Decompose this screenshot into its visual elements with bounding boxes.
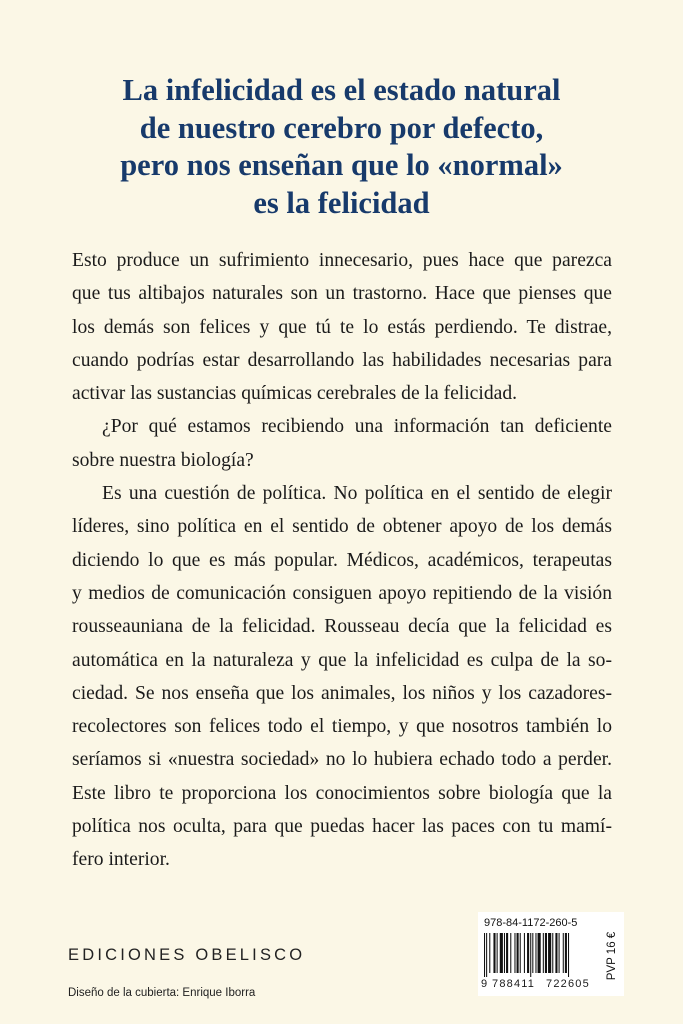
blurb-line: seríamos si «nuestra sociedad» no lo hubiera echado todo a perder. [72, 749, 612, 771]
barcode-label [478, 912, 624, 996]
blurb-line: Este libro te proporciona los conocimientos sobre biología que la [72, 782, 612, 804]
headline-line: pero nos enseñan que lo «normal» [120, 148, 563, 182]
blurb-line: ciedad. Se nos enseña que los animales, los niños y los cazadores- [72, 682, 612, 704]
blurb-line: política nos oculta, para que puedas hacer las paces con tu mamí- [72, 816, 612, 838]
barcode-digits-left: 788411 [492, 978, 536, 990]
headline-line: La infelicidad es el estado natural [122, 73, 561, 107]
blurb-line: sobre nuestra biología? [72, 449, 254, 471]
blurb-line: líderes, sino política en el sentido de obtener apoyo de los demás [72, 516, 612, 538]
blurb-line: y medios de comunicación consiguen apoyo repitiendo de la visión [72, 582, 612, 604]
barcode-icon [482, 933, 602, 977]
price-label: PVP 16 € [606, 931, 618, 981]
barcode-digit-first: 9 [481, 978, 488, 990]
blurb-line: Es una cuestión de política. No política en el sentido de elegir [102, 483, 612, 505]
blurb-line: recolectores son felices todo el tiempo, y que nosotros también lo [72, 716, 612, 738]
blurb-line: automática en la naturaleza y que la infelicidad es culpa de la so- [72, 649, 612, 671]
headline-line: de nuestro cerebro por defecto, [139, 110, 544, 145]
blurb-text [72, 244, 612, 877]
blurb-line: que tus altibajos naturales son un trastorno. Hace que pienses que [72, 283, 612, 305]
cover-design-credit: Diseño de la cubierta: Enrique Iborra [68, 987, 256, 999]
blurb-line: activar las sustancias químicas cerebrales de la felicidad. [72, 383, 518, 405]
publisher-name: EDICIONES OBELISCO [68, 946, 306, 964]
blurb-line: cuando podrías estar desarrollando las habilidades necesarias para [72, 349, 612, 371]
headline [40, 72, 643, 222]
barcode-digits-right: 722605 [546, 978, 590, 990]
blurb-line: diciendo lo que es más popular. Médicos, académicos, terapeutas [72, 549, 612, 571]
isbn-number: 978-84-1172-260-5 [484, 917, 578, 929]
blurb-line: Esto produce un sufrimiento innecesario, pues hace que parezca [72, 250, 612, 271]
blurb-line: fero interior. [72, 849, 170, 871]
headline-line: es la felicidad [253, 185, 430, 220]
blurb-line: ¿Por qué estamos recibiendo una información tan deficiente [102, 416, 612, 438]
blurb-line: rousseauniana de la felicidad. Rousseau decía que la felicidad es [72, 616, 612, 638]
blurb-line: los demás son felices y que tú te lo estás perdiendo. Te distrae, [72, 316, 612, 338]
